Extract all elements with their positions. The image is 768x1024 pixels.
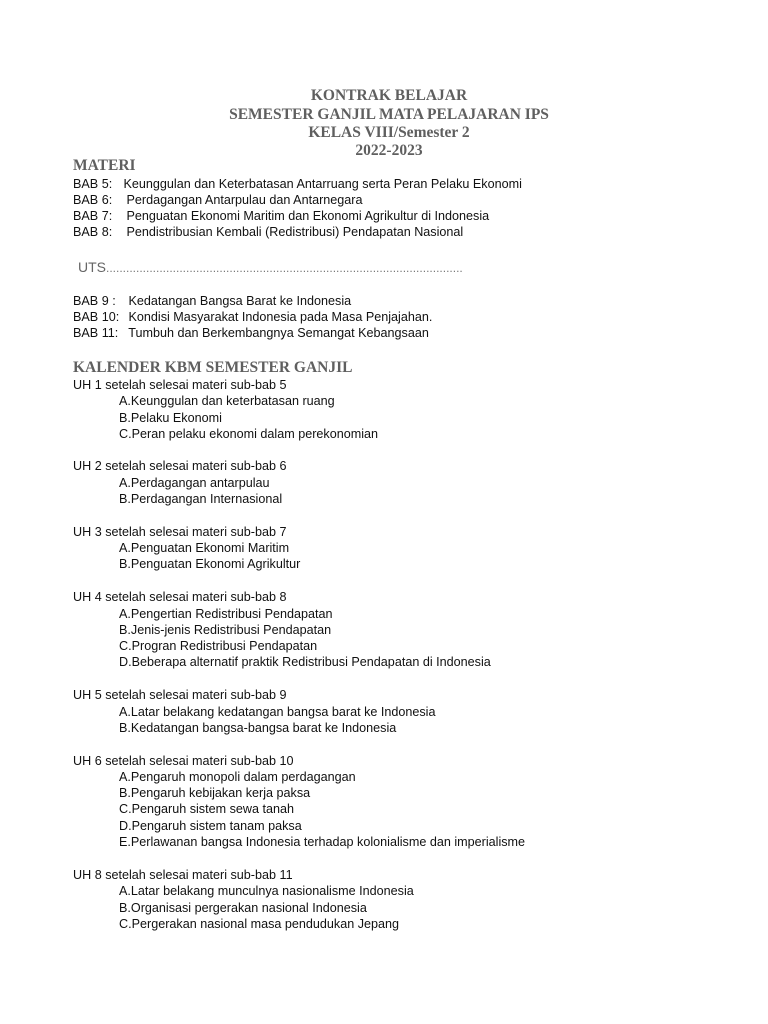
uh-item: C.Progran Redistribusi Pendapatan xyxy=(119,639,318,653)
uh-title: UH 1 setelah selesai materi sub-bab 5 xyxy=(73,378,287,392)
title-kontrak-belajar: KONTRAK BELAJAR xyxy=(310,87,468,104)
title-kelas: KELAS VIII/Semester 2 xyxy=(308,124,470,141)
uh-item: D.Pengaruh sistem tanam paksa xyxy=(119,819,302,833)
bab-code: BAB 7: xyxy=(73,209,113,223)
title-semester: SEMESTER GANJIL MATA PELAJARAN IPS xyxy=(229,106,549,123)
uh-item: C.Pengaruh sistem sewa tanah xyxy=(119,802,295,816)
uh-title: UH 8 setelah selesai materi sub-bab 11 xyxy=(73,868,293,882)
bab-title: Pendistribusian Kembali (Redistribusi) Pendapatan Nasional xyxy=(126,225,464,239)
uh-item: B.Pelaku Ekonomi xyxy=(119,411,222,425)
uh-item: D.Beberapa alternatif praktik Redistribusi Pendapatan di Indonesia xyxy=(119,655,491,669)
uh-item: A.Latar belakang kedatangan bangsa barat ke Indonesia xyxy=(119,705,436,719)
uh-item: A.Latar belakang munculnya nasionalisme Indonesia xyxy=(119,884,414,898)
bab-line xyxy=(73,309,432,325)
bab-line xyxy=(73,224,463,240)
uh-item: A.Perdagangan antarpulau xyxy=(119,476,270,490)
uh-title: UH 2 setelah selesai materi sub-bab 6 xyxy=(73,459,287,473)
bab-line xyxy=(73,208,489,224)
uh-item: B.Jenis-jenis Redistribusi Pendapatan xyxy=(119,623,332,637)
uh-item: A.Pengertian Redistribusi Pendapatan xyxy=(119,607,333,621)
bab-title: Kondisi Masyarakat Indonesia pada Masa Penjajahan. xyxy=(128,310,433,324)
bab-title: Kedatangan Bangsa Barat ke Indonesia xyxy=(128,294,352,308)
uh-item: A.Penguatan Ekonomi Maritim xyxy=(119,541,290,555)
title-year: 2022-2023 xyxy=(355,142,423,159)
uh-item: B.Pengaruh kebijakan kerja paksa xyxy=(119,786,311,800)
bab-line xyxy=(73,293,351,309)
bab-code: BAB 8: xyxy=(73,225,113,239)
bab-line xyxy=(73,192,362,208)
bab-code: BAB 6: xyxy=(73,193,113,207)
uh-title: UH 3 setelah selesai materi sub-bab 7 xyxy=(73,525,287,539)
materi-heading: MATERI xyxy=(73,157,136,174)
bab-line xyxy=(73,325,429,341)
kalender-heading: KALENDER KBM SEMESTER GANJIL xyxy=(73,359,353,376)
bab-code: BAB 11: xyxy=(73,326,119,340)
uh-item: B.Organisasi pergerakan nasional Indonesia xyxy=(119,901,367,915)
bab-code: BAB 10: xyxy=(73,310,120,324)
bab-title: Keunggulan dan Keterbatasan Antarruang serta Peran Pelaku Ekonomi xyxy=(123,177,522,191)
bab-title: Penguatan Ekonomi Maritim dan Ekonomi Agrikultur di Indonesia xyxy=(126,209,490,223)
uh-title: UH 5 setelah selesai materi sub-bab 9 xyxy=(73,688,287,702)
uh-item: A.Keunggulan dan keterbatasan ruang xyxy=(119,394,335,408)
uh-title: UH 4 setelah selesai materi sub-bab 8 xyxy=(73,590,287,604)
uh-title: UH 6 setelah selesai materi sub-bab 10 xyxy=(73,754,294,768)
uh-item: B.Penguatan Ekonomi Agrikultur xyxy=(119,557,301,571)
uh-item: B.Perdagangan Internasional xyxy=(119,492,283,506)
bab-code: BAB 5: xyxy=(73,177,113,191)
bab-line xyxy=(73,176,522,192)
bab-code: BAB 9 : xyxy=(73,294,116,308)
uh-item: B.Kedatangan bangsa-bangsa barat ke Indonesia xyxy=(119,721,397,735)
uh-item: C.Peran pelaku ekonomi dalam perekonomian xyxy=(119,427,379,441)
uts-label: UTS xyxy=(78,259,106,275)
uh-item: A.Pengaruh monopoli dalam perdagangan xyxy=(119,770,356,784)
bab-title: Tumbuh dan Berkembangnya Semangat Kebangsaan xyxy=(128,326,429,340)
bab-title: Perdagangan Antarpulau dan Antarnegara xyxy=(126,193,363,207)
uh-item: C.Pergerakan nasional masa pendudukan Jepang xyxy=(119,917,400,931)
uts-dots: ........................................................................................................... xyxy=(106,261,463,275)
uts-line xyxy=(78,259,463,275)
uh-item: E.Perlawanan bangsa Indonesia terhadap kolonialisme dan imperialisme xyxy=(119,835,526,849)
